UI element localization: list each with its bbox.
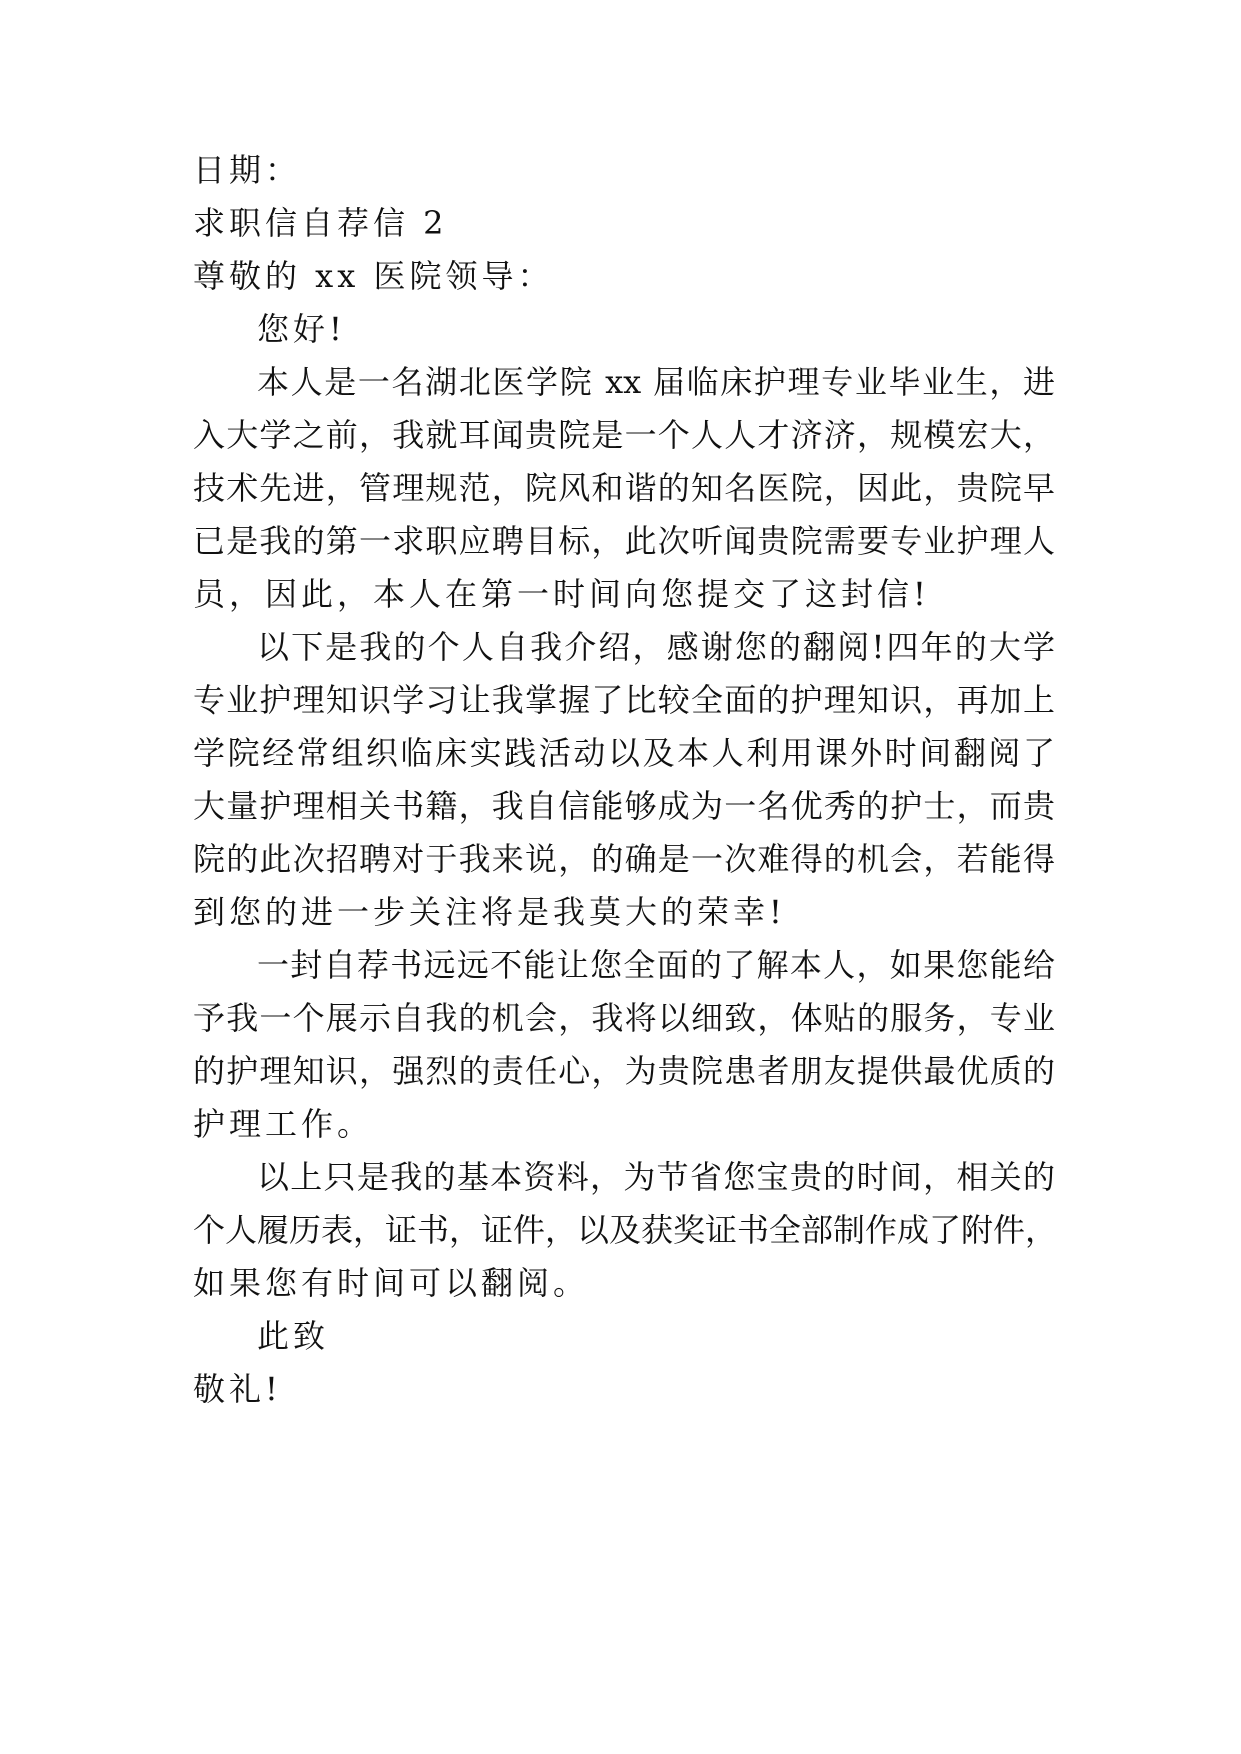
paragraph-1-line-5: 员，因此，本人在第一时间向您提交了这封信!	[193, 575, 930, 613]
date-label: 日期：	[193, 151, 302, 189]
paragraph-1-line-2: 入大学之前，我就耳闻贵院是一个人人才济济，规模宏大，	[193, 416, 1055, 454]
closing-line-1: 此致	[257, 1317, 330, 1355]
paragraph-3-line-2: 予我一个展示自我的机会，我将以细致，体贴的服务，专业	[193, 999, 1055, 1037]
letter-title: 求职信自荐信 2	[193, 204, 448, 242]
paragraph-2-line-3: 学院经常组织临床实践活动以及本人利用课外时间翻阅了	[193, 734, 1055, 772]
paragraph-2-line-2: 专业护理知识学习让我掌握了比较全面的护理知识，再加上	[193, 681, 1055, 719]
paragraph-2-line-1: 以下是我的个人自我介绍，感谢您的翻阅!四年的大学	[257, 628, 1055, 666]
paragraph-4-line-1: 以上只是我的基本资料，为节省您宝贵的时间，相关的	[257, 1158, 1055, 1196]
closing-line-2: 敬礼!	[193, 1370, 282, 1408]
paragraph-2-line-4: 大量护理相关书籍，我自信能够成为一名优秀的护士，而贵	[193, 787, 1055, 825]
greeting: 您好!	[257, 310, 346, 348]
paragraph-1-line-4: 已是我的第一求职应聘目标，此次听闻贵院需要专业护理人	[193, 522, 1055, 560]
paragraph-1-line-1: 本人是一名湖北医学院 xx 届临床护理专业毕业生，进	[257, 363, 1055, 401]
paragraph-2-line-6: 到您的进一步关注将是我莫大的荣幸!	[193, 893, 786, 931]
paragraph-4-line-3: 如果您有时间可以翻阅。	[193, 1264, 590, 1302]
paragraph-4-line-2: 个人履历表，证书，证件，以及获奖证书全部制作成了附件，	[193, 1211, 1058, 1249]
paragraph-3-line-1: 一封自荐书远远不能让您全面的了解本人，如果您能给	[257, 946, 1055, 984]
paragraph-2-line-5: 院的此次招聘对于我来说，的确是一次难得的机会，若能得	[193, 840, 1055, 878]
paragraph-3-line-3: 的护理知识，强烈的责任心，为贵院患者朋友提供最优质的	[193, 1052, 1055, 1090]
paragraph-1-line-3: 技术先进，管理规范，院风和谐的知名医院，因此，贵院早	[193, 469, 1055, 507]
paragraph-3-line-4: 护理工作。	[193, 1105, 374, 1143]
salutation: 尊敬的 xx 医院领导：	[193, 257, 554, 295]
